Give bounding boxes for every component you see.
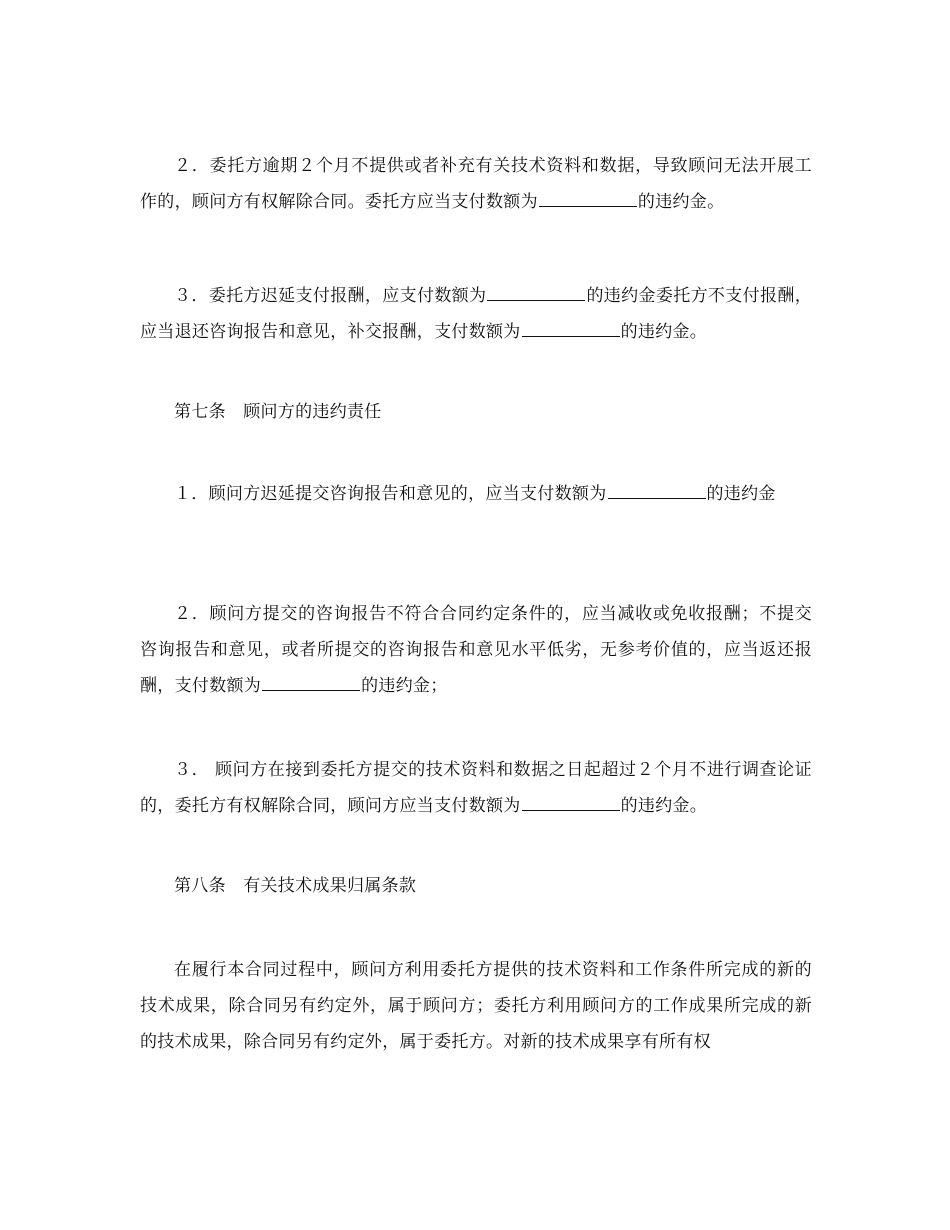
fill-blank bbox=[262, 672, 360, 691]
article-8-heading: 第八条 有关技术成果归属条款 bbox=[174, 876, 417, 896]
paragraph-technical-results-ownership: 在履行本合同过程中，顾问方利用委托方提供的技术资料和工作条件所完成的新的技术成果，除合同另有约定外，属于顾问方；委托方利用顾问方的工作成果所完成的新的技术成果，除合同另有约定外，属于委托方。对新的技术成果享有所有权 bbox=[140, 960, 812, 1052]
paragraph-text-end: 的违约金。 bbox=[620, 796, 708, 816]
paragraph-text: ２．委托方逾期２个月不提供或者补充有关技术资料和数据，导致顾问无法开展工作的，顾问方有权解除合同。委托方应当支付数额为 bbox=[140, 156, 812, 212]
paragraph-text: ３． 顾问方在接到委托方提交的技术资料和数据之日起超过２个月不进行调查论证的，委托方有权解除合同，顾问方应当支付数额为 bbox=[140, 760, 812, 816]
paragraph-text-end: 的违约金 bbox=[706, 484, 776, 504]
paragraph-advisor-report-quality bbox=[140, 596, 812, 704]
paragraph-text-end: 的违约金。 bbox=[620, 322, 708, 342]
fill-blank bbox=[487, 282, 585, 301]
paragraph-advisor-no-investigation bbox=[140, 752, 812, 824]
paragraph-text: ２．顾问方提交的咨询报告不符合合同约定条件的，应当减收或免收报酬；不提交咨询报告和意见，或者所提交的咨询报告和意见水平低劣，无参考价值的，应当返还报酬，支付数额为 bbox=[140, 604, 812, 696]
paragraph-text: ３．委托方迟延支付报酬，应支付数额为 bbox=[174, 286, 487, 306]
document-body bbox=[140, 148, 812, 1060]
fill-blank bbox=[539, 188, 637, 207]
fill-blank bbox=[522, 792, 620, 811]
paragraph-advisor-delay bbox=[140, 476, 812, 512]
fill-blank bbox=[522, 318, 620, 337]
paragraph-text: １．顾问方迟延提交咨询报告和意见的，应当支付数额为 bbox=[174, 484, 607, 504]
paragraph-text-end: 的违约金。 bbox=[637, 192, 725, 212]
paragraph-client-delay-data bbox=[140, 148, 812, 220]
article-7-heading: 第七条 顾问方的违约责任 bbox=[174, 402, 382, 422]
paragraph-text-mid: 的违约金委托方不支付报酬，应当退还咨询报告和意见，补交报酬，支付数额为 bbox=[140, 286, 812, 342]
paragraph-client-delay-payment bbox=[140, 278, 812, 350]
fill-blank bbox=[608, 480, 706, 499]
paragraph-text-end: 的违约金； bbox=[361, 676, 448, 696]
